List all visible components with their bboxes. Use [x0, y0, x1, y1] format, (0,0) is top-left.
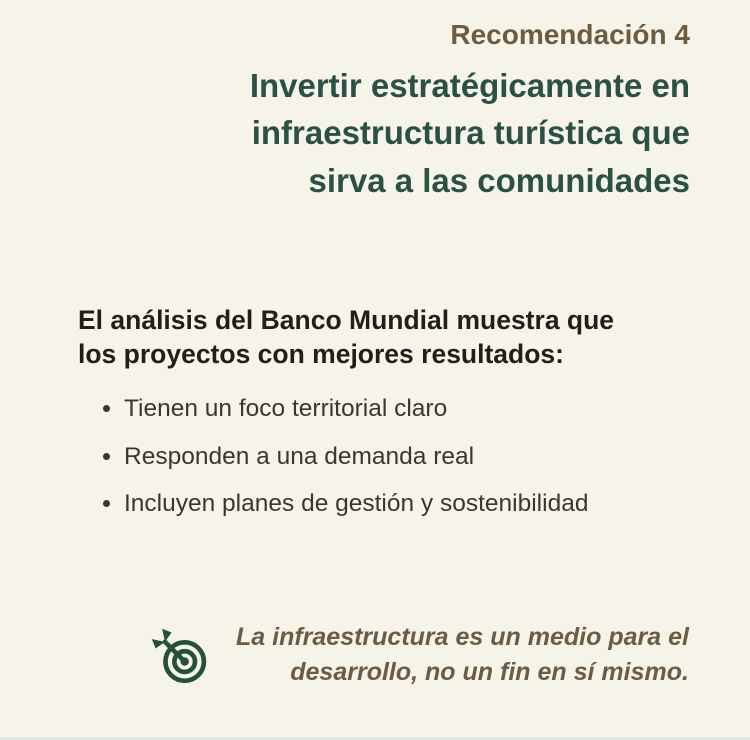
bullet-list — [78, 394, 690, 520]
intro-line-1: El análisis del Banco Mundial muestra que — [78, 305, 615, 336]
intro-paragraph — [78, 304, 690, 372]
title-line-1: Invertir estratégicamente en — [249, 66, 690, 104]
list-item: • Tienen un foco territorial claro — [124, 394, 690, 425]
list-item: • Incluyen planes de gestión y sostenibilidad — [124, 489, 690, 520]
footer-callout — [150, 620, 688, 690]
quote-line-2: desarrollo, no un fin en sí mismo. — [290, 658, 689, 686]
page-title — [60, 62, 690, 205]
quote-line-1: La infraestructura es un medio para el — [236, 623, 689, 651]
kicker-label: Recomendación 4 — [450, 19, 690, 50]
quote-text — [236, 620, 689, 690]
title-line-2: infraestructura turística que — [251, 114, 690, 152]
body-section — [78, 304, 690, 520]
header — [0, 0, 750, 204]
intro-line-2: los proyectos con mejores resultados: — [78, 339, 564, 370]
dart-target-icon — [150, 625, 210, 685]
title-line-3: sirva a las comunidades — [308, 161, 690, 199]
list-item: • Responden a una demanda real — [124, 442, 690, 473]
